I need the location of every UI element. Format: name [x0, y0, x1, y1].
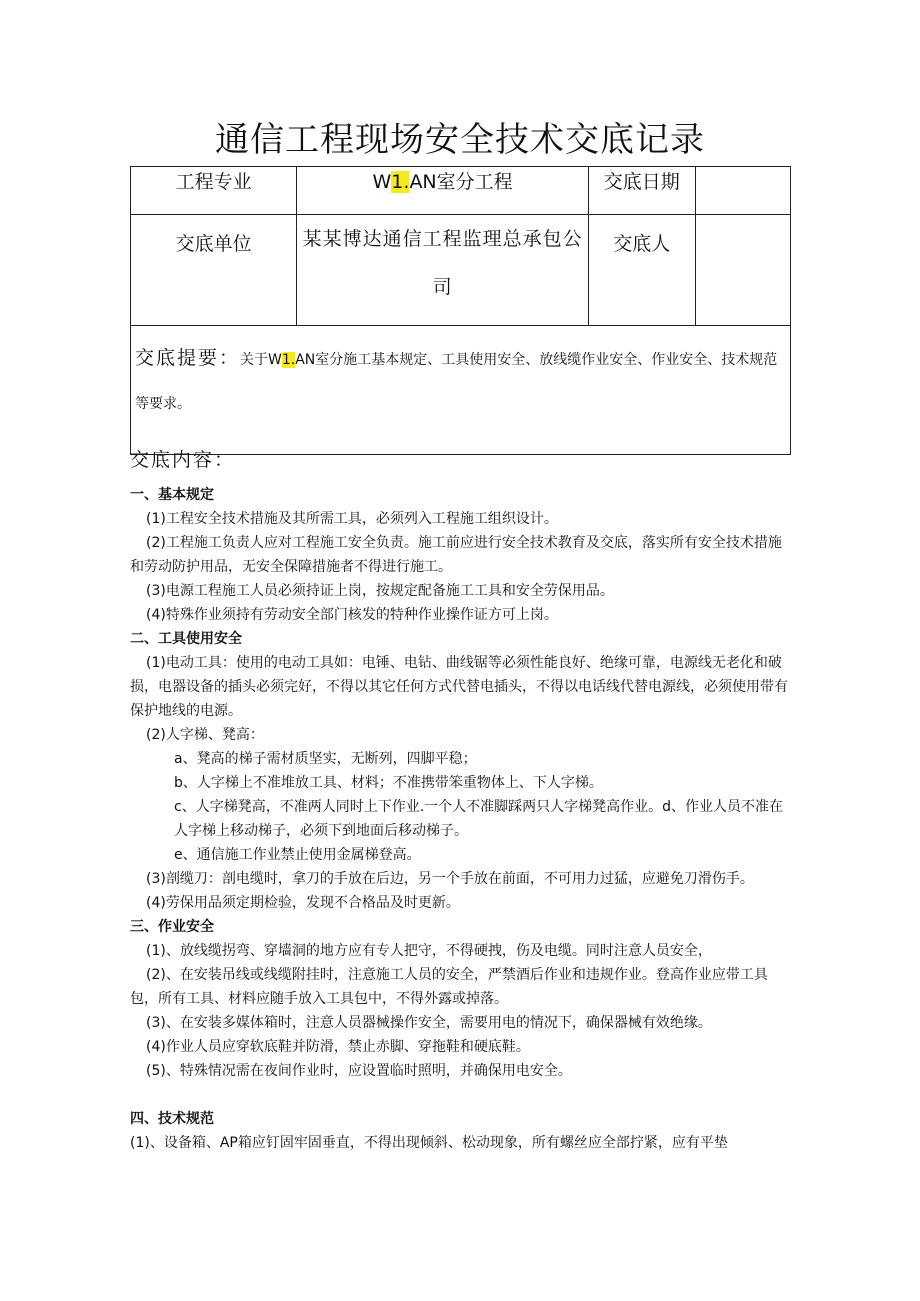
list-item: (4)特殊作业须持有劳动安全部门核发的特种作业操作证方可上岗。	[146, 607, 558, 623]
summary-cell	[131, 326, 791, 455]
list-item: (2)、在安装吊线或线缆附挂时，注意施工人员的安全，严禁酒后作业和违规作业。登高作业应带工具包，所有工具、材料应随手放入工具包中，不得外露或掉落。	[130, 967, 768, 1007]
date-label: 交底日期	[588, 167, 695, 215]
header-table	[130, 166, 791, 455]
list-item: (3)电源工程施工人员必须持证上岗，按规定配备施工工具和安全劳保用品。	[146, 583, 614, 599]
section-heading: 二、工具使用安全	[130, 631, 242, 647]
unit-label: 交底单位	[131, 215, 297, 326]
list-item: (3)、在安装多媒体箱时，注意人员器械操作安全，需要用电的情况下，确保器械有效绝缘。	[146, 1015, 712, 1031]
summary-text-post: AN室分施工基本规定、工具使用安全、放线缆作业安全、作业安全、技术规范等要求。	[135, 352, 778, 412]
summary-text-highlight: 1.	[281, 352, 296, 368]
summary-label: 交底提要：	[135, 347, 241, 369]
list-item: (5)、特殊情况需在夜间作业时，应设置临时照明，并确保用电安全。	[146, 1063, 572, 1079]
unit-value: 某某博达通信工程监理总承包公司	[297, 215, 589, 326]
section-heading: 四、技术规范	[130, 1111, 214, 1127]
header-row-unit	[131, 215, 791, 326]
date-value	[695, 167, 791, 215]
list-item: (4)作业人员应穿软底鞋并防滑，禁止赤脚、穿拖鞋和硬底鞋。	[146, 1039, 530, 1055]
header-row-project	[131, 167, 791, 215]
section-heading: 三、作业安全	[130, 919, 214, 935]
content-label: 交底内容：	[130, 449, 236, 471]
section-heading: 一、基本规定	[130, 487, 214, 503]
project-value-highlight: 1.	[391, 171, 410, 193]
project-value	[297, 167, 589, 215]
page-title: 通信工程现场安全技术交底记录	[215, 120, 705, 160]
list-item: (3)剖缆刀：剖电缆时，拿刀的手放在后边，另一个手放在前面，不可用力过猛，应避免刀滑伤手。	[146, 871, 754, 887]
list-item: (1)工程安全技术措施及其所需工具，必须列入工程施工组织设计。	[146, 511, 558, 527]
content-body	[130, 483, 792, 1155]
sub-item: a、凳高的梯子需材质坚实，无断列，四脚平稳；	[174, 751, 477, 767]
sub-item: b、人字梯上不准堆放工具、材料；不准携带笨重物体上、下人字梯。	[174, 775, 603, 791]
person-label: 交底人	[588, 215, 695, 326]
sub-item: c、人字梯凳高，不准两人同时上下作业.一个人不准脚踩两只人字梯凳高作业。d、作业人员不准在人字梯上移动梯子，必须下到地面后移动梯子。	[174, 799, 784, 839]
project-label: 工程专业	[131, 167, 297, 215]
list-item: (1)电动工具：使用的电动工具如：电锤、电钻、曲线锯等必须性能良好、绝缘可靠，电源线无老化和破损，电器设备的插头必须完好，不得以其它任何方式代替电插头，不得以电话线代替电源线，必须使用带有保护地线的电源。	[130, 655, 788, 719]
summary-text-pre: 关于W	[240, 352, 282, 368]
list-item: (4)劳保用品须定期检验，发现不合格品及时更新。	[146, 895, 460, 911]
project-value-pre: W	[372, 171, 392, 193]
project-value-post: AN室分工程	[409, 171, 513, 193]
sub-item: e、通信施工作业禁止使用金属梯登高。	[174, 847, 421, 863]
spacer	[130, 1083, 792, 1107]
list-item: (1)、放线缆拐弯、穿墙洞的地方应有专人把守，不得硬拽，伤及电缆。同时注意人员安全，	[146, 943, 712, 959]
header-row-summary	[131, 326, 791, 455]
list-item: (2)工程施工负责人应对工程施工安全负责。施工前应进行安全技术教育及交底，落实所有安全技术措施和劳动防护用品，无安全保障措施者不得进行施工。	[130, 535, 782, 575]
person-value	[695, 215, 791, 326]
list-item: (2)人字梯、凳高：	[146, 727, 264, 743]
list-item: (1)、设备箱、AP箱应钉固牢固垂直，不得出现倾斜、松动现象，所有螺丝应全部拧紧，应有平垫	[130, 1135, 728, 1151]
